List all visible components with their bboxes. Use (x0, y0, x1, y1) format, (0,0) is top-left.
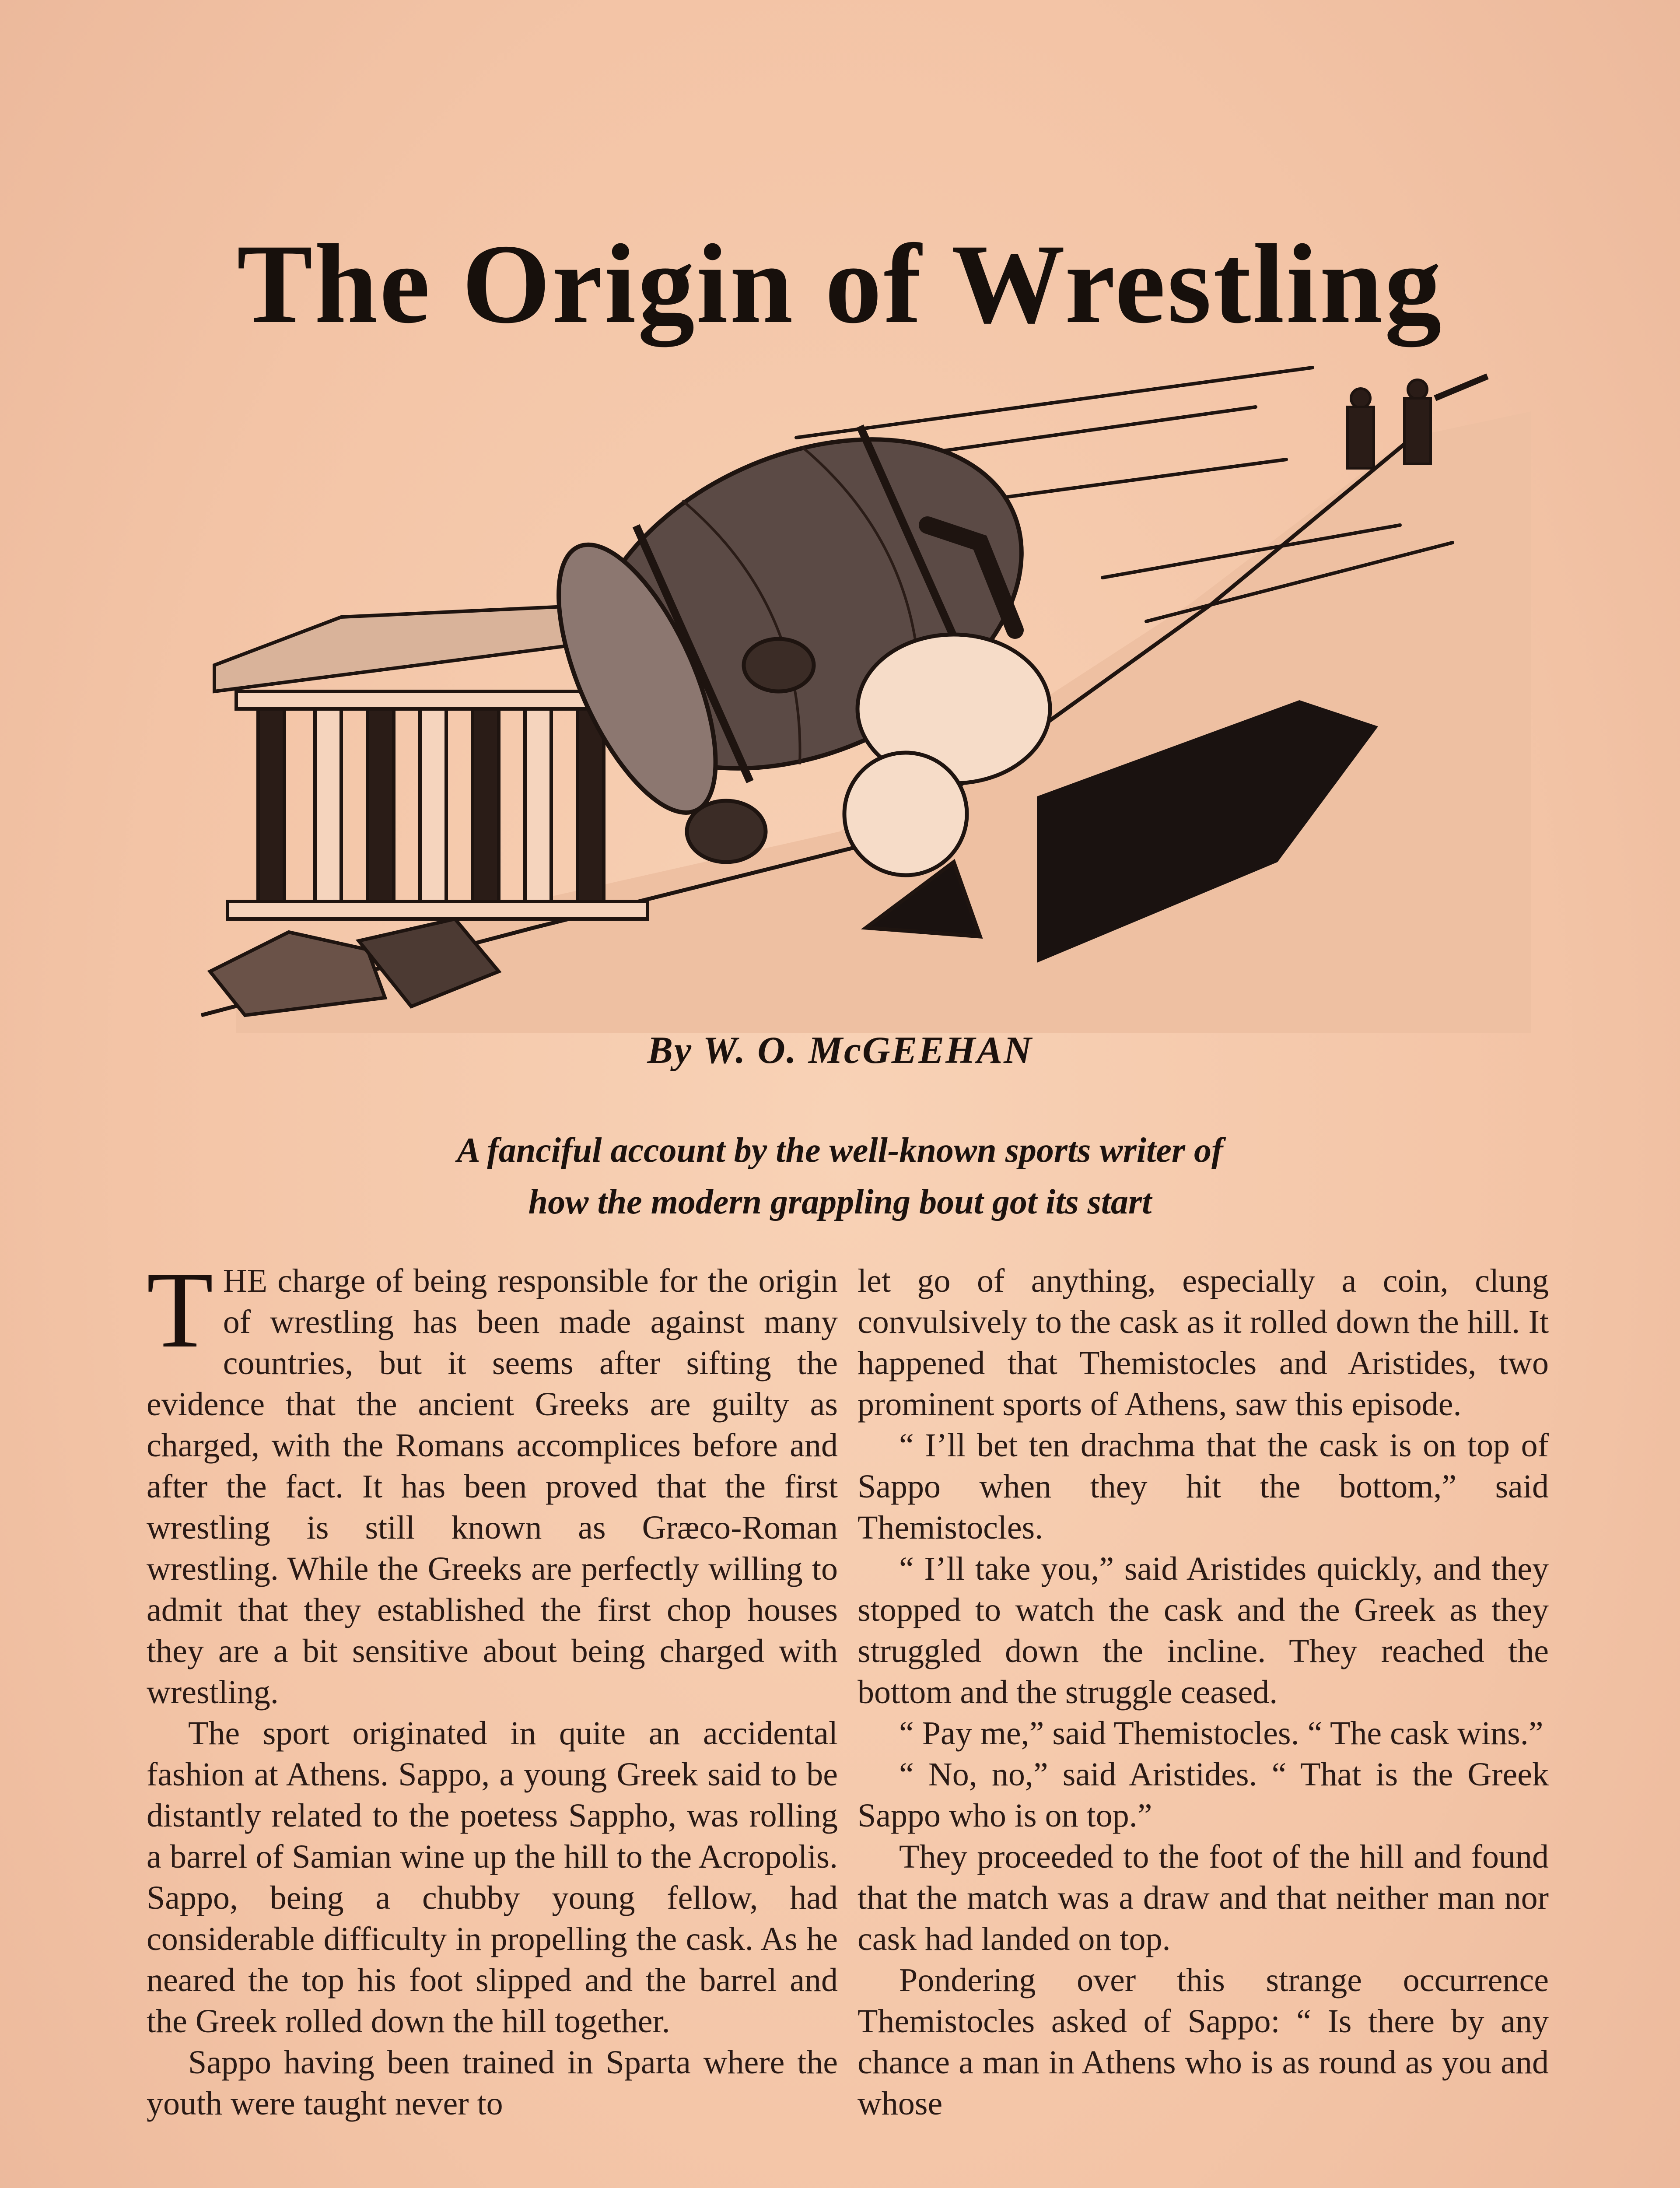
paragraph: Pondering over this strange occurrence Themistocles asked of Sappo: “ Is there by any chance a man in Athens who is as round as you and whose (858, 1962, 1549, 2122)
paragraph: Sappo having been trained in Sparta where the youth were taught never to (147, 2044, 838, 2122)
article-subtitle (262, 1125, 1418, 1228)
paragraph: “ I’ll bet ten drachma that the cask is on top of Sappo when they hit the bottom,” said Themistocles. (858, 1427, 1549, 1546)
drop-cap: T (147, 1249, 214, 1371)
paragraph: “ No, no,” said Aristides. “ That is the Greek Sappo who is on top.” (858, 1756, 1549, 1834)
paragraph: “ Pay me,” said Themistocles. “ The cask wins.” (899, 1715, 1544, 1752)
paragraph: They proceeded to the foot of the hill and found that the match was a draw and that neither man nor cask had landed on top. (858, 1838, 1549, 1957)
paragraph-text: HE charge of being responsible for the origin of wrestling has been made against many countries, but it seems after sifting the evidence that the ancient Greeks are guilty as charged, with the Romans accomplices before and after the fact. It has been proved that the first wrestling is still known as Græco-Roman wrestling. While the Greeks are perfectly willing to admit that they established the first chop houses they are a bit sensitive about being charged with wrestling. (147, 1262, 838, 1711)
byline: By W. O. McGEEHAN (647, 1029, 1033, 1072)
subtitle-line-2: how the modern grappling bout got its start (528, 1183, 1152, 1221)
article-title: The Origin of Wrestling (237, 221, 1443, 347)
paragraph: The sport originated in quite an accidental fashion at Athens. Sappo, a young Greek said to be distantly related to the poetess Sappho, was rolling a barrel of Samian wine up the hill to the Acropolis. Sappo, being a chubby young fellow, had considerable difficulty in propelling the cask. As he neared the top his foot slipped and the barrel and the Greek rolled down the hill together. (147, 1715, 838, 2040)
paragraph: “ I’ll take you,” said Aristides quickly, and they stopped to watch the cask and the Greek as they struggled down the incline. They reached the bottom and the struggle ceased. (858, 1550, 1549, 1711)
paragraph (147, 1249, 838, 1713)
subtitle-line-1: A fanciful account by the well-known sports writer of (457, 1131, 1223, 1170)
right-column (858, 1260, 1549, 2124)
left-column (147, 1249, 838, 2124)
barrel-rolling-downhill-illustration (184, 359, 1531, 1033)
paragraph: let go of anything, especially a coin, clung convulsively to the cask as it rolled down the hill. It happened that Themistocles and Aristides, two prominent sports of Athens, saw this episode. (858, 1262, 1549, 1423)
